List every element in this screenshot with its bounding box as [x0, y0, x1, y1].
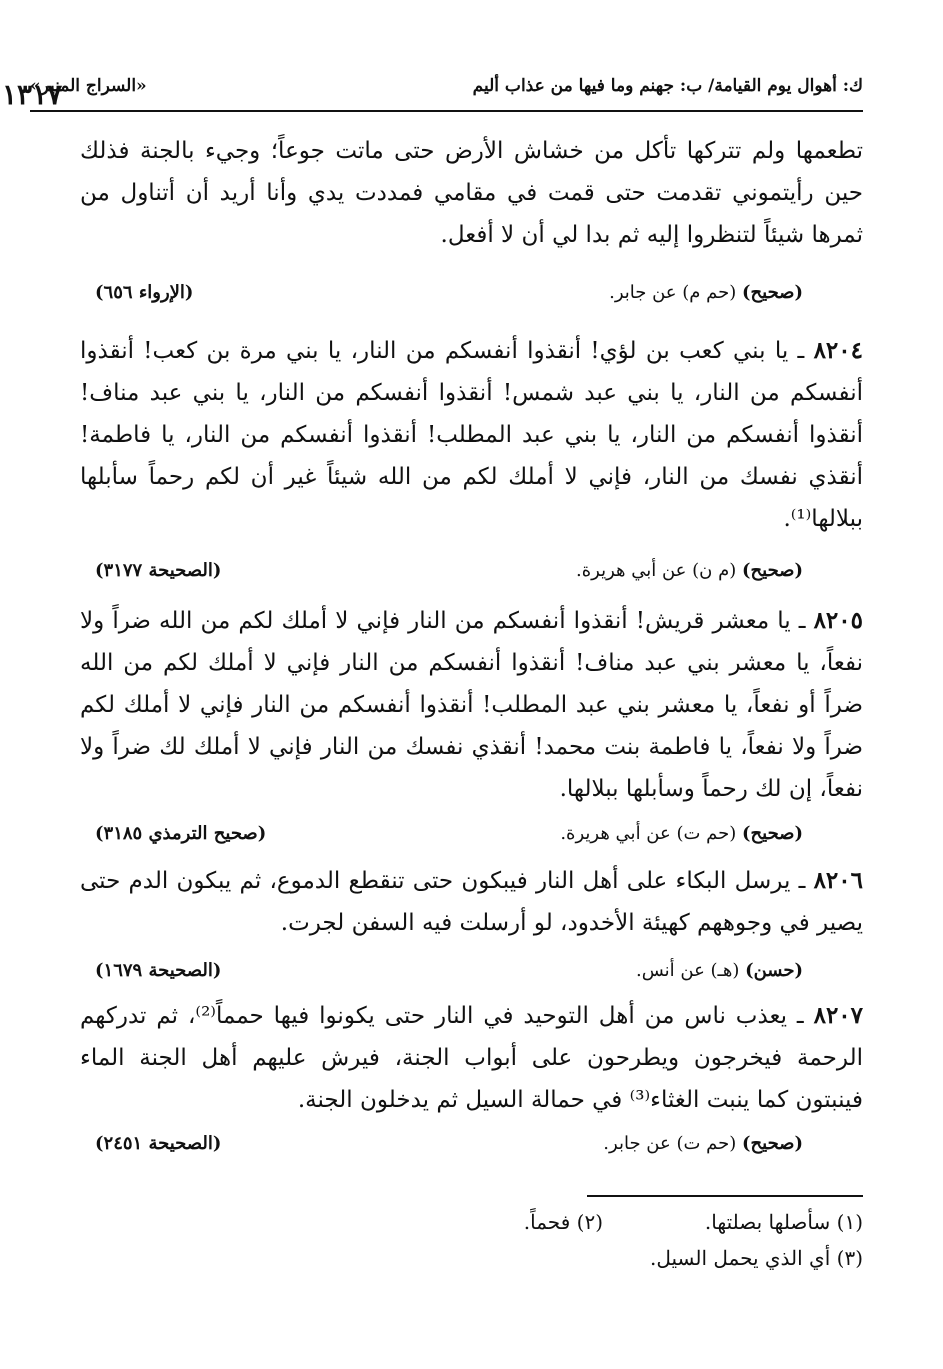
grade-line [560, 823, 803, 844]
narrators: (حم م) عن جابر. [609, 282, 742, 303]
hadith-body: ـ يا بني كعب بن لؤي! أنقذوا أنفسكم من النار، يا بني مرة بن كعب! أنقذوا أنفسكم من النار، يا بني عبد شمس! أنقذوا أنفسكم من النار، يا بني عبد مناف! أنقذوا أنفسكم من النار، يا بني عبد المطلب! أنقذوا أنفسكم من النار، يا فاطمة! أنقذي نفسك من النار، فإني لا أملك لكم من الله شيئاً غير أن لكم رحماً سأبلها ببلالها⁽¹⁾. [80, 338, 863, 532]
grade-line [576, 560, 803, 581]
hadith-text [80, 330, 863, 540]
grade-label: (صحيح) [742, 282, 803, 303]
footnote-2: (٢) فحماً. [523, 1210, 603, 1234]
footnotes [103, 1210, 863, 1282]
narrators: (حم ت) عن أبي هريرة. [560, 823, 742, 844]
source-reference: (الصحيحة ١٦٧٩) [95, 960, 222, 981]
narrators: (م ن) عن أبي هريرة. [576, 560, 742, 581]
hadith-text [80, 600, 863, 810]
hadith-8204-reference [95, 560, 803, 590]
grade-label: (صحيح) [742, 560, 803, 581]
hadith-number: ٨٢٠٦ [813, 867, 863, 894]
footnote-3: (٣) أي الذي يحمل السيل. [649, 1246, 863, 1270]
hadith-number: ٨٢٠٧ [813, 1002, 864, 1029]
hadith-body: ـ يا معشر قريش! أنقذوا أنفسكم من النار فإني لا أملك لكم من الله ضراً ولا نفعاً، يا معشر بني عبد مناف! أنقذوا أنفسكم من النار فإني لا أملك لكم من الله ضراً أو نفعاً، يا معشر بني عبد المطلب! أنقذوا أنفسكم من النار فإني لا أملك لكم ضراً ولا نفعاً، يا فاطمة بنت محمد! أنقذي نفسك من النار فإني لا أملك لك ضراً ولا نفعاً، إن لك رحماً وسأبلها ببلالها. [80, 608, 863, 802]
footnote-1: (١) سأصلها بصلتها. [704, 1210, 863, 1234]
source-reference: (الإرواء ٦٥٦) [95, 282, 194, 303]
footnote-row [103, 1210, 863, 1246]
hadith-8207 [80, 995, 863, 1121]
narrators: (هـ) عن أنس. [635, 960, 746, 981]
continuation-text-block [80, 130, 863, 256]
hadith-text [80, 860, 863, 944]
continuation-reference [95, 282, 803, 312]
source-reference: (الصحيحة ٣١٧٧) [95, 560, 222, 581]
book-title: «السراج المنير» [30, 76, 147, 96]
hadith-8205 [80, 600, 863, 810]
source-reference: (الصحيحة ٢٤٥١) [95, 1133, 222, 1154]
grade-label: (صحيح) [742, 823, 803, 844]
grade-line [609, 282, 803, 303]
hadith-8206-reference [95, 960, 803, 990]
hadith-body: ـ يرسل البكاء على أهل النار فيبكون حتى تنقطع الدموع، ثم يبكون الدم حتى يصير في وجوههم كهيئة الأخدود، لو أرسلت فيه السفن لجرت. [80, 868, 863, 936]
page-header [30, 70, 863, 112]
page-number: ١٣١٧ [2, 78, 63, 111]
hadith-8205-reference [95, 823, 803, 853]
hadith-text [80, 995, 863, 1121]
hadith-8204 [80, 330, 863, 540]
hadith-body: ـ يعذب ناس من أهل التوحيد في النار حتى يكونوا فيها حمماً⁽²⁾، ثم تدركهم الرحمة فيخرجون ويطرحون على أبواب الجنة، فيرش عليهم أهل الجنة الماء فينبتون كما ينبت الغثاء⁽³⁾ في حمالة السيل ثم يدخلون الجنة. [80, 1003, 863, 1113]
hadith-8206 [80, 860, 863, 944]
continuation-text: تطعمها ولم تتركها تأكل من خشاش الأرض حتى ماتت جوعاً؛ وجيء بالجنة فذلك حين رأيتموني تقدمت حتى قمت في مقامي فمددت يدي وأنا أريد أن أتناول من ثمرها شيئاً لتنظروا إليه ثم بدا لي أن لا أفعل. [80, 138, 863, 248]
source-reference: (صحيح الترمذي ٣١٨٥) [95, 823, 267, 844]
narrators: (حم ت) عن جابر. [603, 1133, 742, 1154]
grade-line [603, 1133, 803, 1154]
hadith-8207-reference [95, 1133, 803, 1163]
hadith-number: ٨٢٠٤ [813, 337, 863, 364]
grade-line [636, 960, 803, 981]
footnote-divider [587, 1195, 863, 1197]
grade-label: (حسن) [745, 960, 803, 981]
grade-label: (صحيح) [742, 1133, 803, 1154]
chapter-title: ك: أهوال يوم القيامة/ ب: جهنم وما فيها من عذاب أليم [472, 76, 863, 96]
hadith-number: ٨٢٠٥ [813, 607, 863, 634]
footnote-row [103, 1246, 863, 1282]
